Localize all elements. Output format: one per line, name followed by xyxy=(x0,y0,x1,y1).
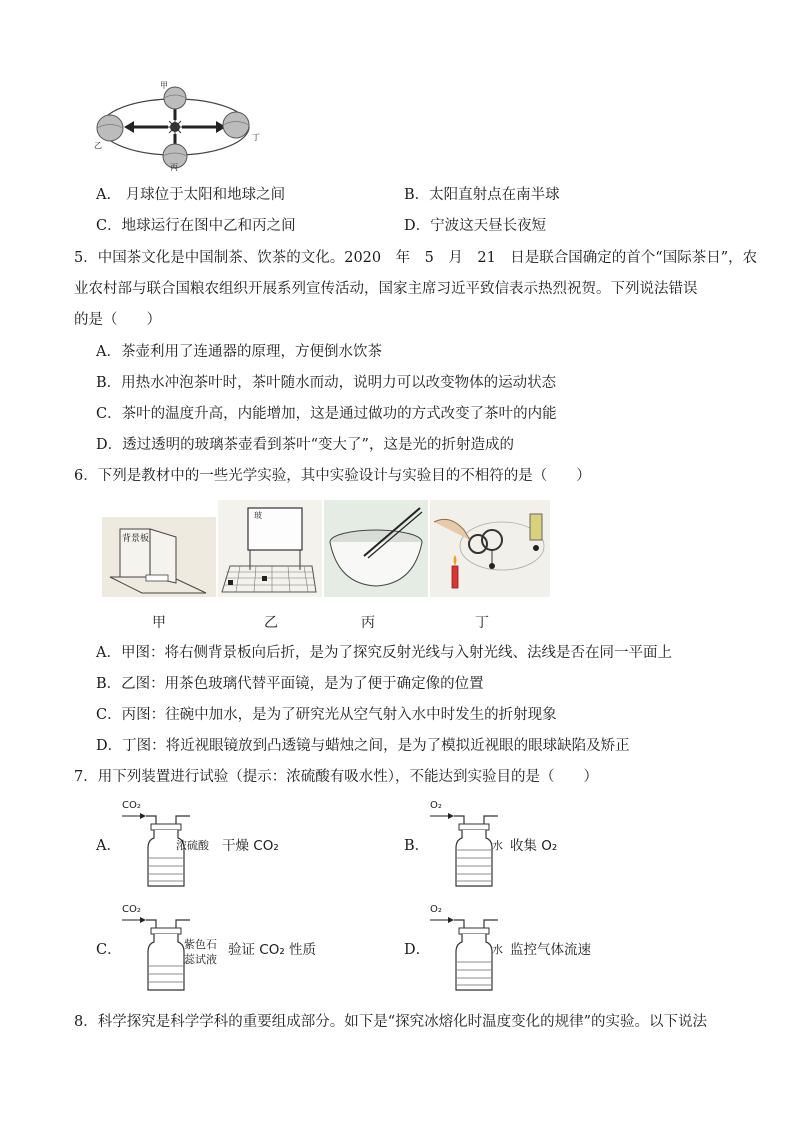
q6-caption-jia: 甲 xyxy=(152,615,166,631)
q6-jia-board-label: 背景板 xyxy=(122,534,150,544)
q5-option-c: C．茶叶的温度升高，内能增加，这是通过做功的方式改变了茶叶的内能 xyxy=(96,406,557,422)
q6-caption-bing: 丙 xyxy=(361,615,375,631)
q6-option-c: C．丙图：往碗中加水，是为了研究光从空气射入水中时发生的折射现象 xyxy=(96,707,557,723)
q5-stem-line-2: 业农村部与联合国粮农组织开展系列宣传活动，国家主席习近平致信表示热烈祝贺。下列说法错误 xyxy=(74,281,698,297)
q5-stem-line-1: 5．中国茶文化是中国制茶、饮茶的文化。2020 年 5 月 21 日是联合国确定的首个“国际茶日”，农 xyxy=(74,250,758,266)
q7-option-d-purpose: 监控气体流速 xyxy=(510,942,591,958)
q6-caption-yi: 乙 xyxy=(264,615,278,631)
q6-stem: 6．下列是教材中的一些光学实验，其中实验设计与实验目的不相符的是（ ） xyxy=(74,468,591,484)
q7-option-b-letter: B． xyxy=(404,838,430,854)
q5-option-d: D．透过透明的玻璃茶壶看到茶叶“变大了”，这是光的折射造成的 xyxy=(96,437,514,453)
q7-option-c-letter: C． xyxy=(96,942,122,958)
q5-stem-line-3: 的是（ ） xyxy=(74,312,161,328)
q6-figure-ding xyxy=(430,500,550,597)
q6-option-b: B．乙图：用茶色玻璃代替平面镜，是为了便于确定像的位置 xyxy=(96,676,484,692)
q4-option-b: B．太阳直射点在南半球 xyxy=(404,187,560,203)
q7-d-liquid: 水 xyxy=(492,943,503,956)
q7-option-c-purpose: 验证 CO₂ 性质 xyxy=(228,942,317,958)
q6-figure-yi xyxy=(218,500,322,597)
q7-a-liquid: 浓硫酸 xyxy=(176,839,209,852)
q5-option-a: A．茶壶利用了连通器的原理，方便倒水饮茶 xyxy=(96,344,382,360)
q7-d-gas: O₂ xyxy=(430,904,442,915)
q6-figure-bing xyxy=(324,500,428,597)
q6-figure-jia xyxy=(102,517,216,597)
q7-option-a-purpose: 干燥 CO₂ xyxy=(222,838,279,854)
orbit-figure xyxy=(92,80,262,170)
q7-b-liquid: 水 xyxy=(492,839,503,852)
q7-option-d-letter: D． xyxy=(404,942,431,958)
q6-caption-ding: 丁 xyxy=(475,615,489,631)
q4-option-d: D．宁波这天昼长夜短 xyxy=(404,218,547,234)
q7-bottle-c xyxy=(118,904,243,994)
q7-option-b-purpose: 收集 O₂ xyxy=(510,838,558,854)
q7-option-a-letter: A． xyxy=(96,838,121,854)
orbit-label-top: 甲 xyxy=(160,81,168,90)
orbit-label-right: 丁 xyxy=(252,133,260,142)
q6-yi-glass-label: 玻 xyxy=(254,511,262,520)
q6-option-d: D．丁图：将近视眼镜放到凸透镜与蜡烛之间，是为了模拟近视眼的眼球缺陷及矫正 xyxy=(96,738,630,754)
q4-option-c: C．地球运行在图中乙和丙之间 xyxy=(96,218,296,234)
q7-b-gas: O₂ xyxy=(430,800,442,811)
q5-option-b: B．用热水冲泡茶叶时，茶叶随水而动，说明力可以改变物体的运动状态 xyxy=(96,375,557,391)
q7-a-gas: CO₂ xyxy=(122,800,141,811)
q8-stem: 8．科学探究是科学学科的重要组成部分。如下是“探究冰熔化时温度变化的规律”的实验。以下说法 xyxy=(74,1014,708,1030)
orbit-label-bottom: 丙 xyxy=(170,163,178,172)
orbit-label-left: 乙 xyxy=(94,141,102,150)
q7-stem: 7．用下列装置进行试验（提示：浓硫酸有吸水性），不能达到实验目的是（ ） xyxy=(74,769,598,785)
q6-option-a: A．甲图：将右侧背景板向后折，是为了探究反射光线与入射光线、法线是否在同一平面上 xyxy=(96,645,672,661)
q7-c-gas: CO₂ xyxy=(122,904,141,915)
q7-c-liquid-line-1: 紫色石 xyxy=(184,938,217,951)
q4-option-a: A. 月球位于太阳和地球之间 xyxy=(96,187,286,203)
q7-c-liquid-line-2: 蕊试液 xyxy=(184,953,217,966)
